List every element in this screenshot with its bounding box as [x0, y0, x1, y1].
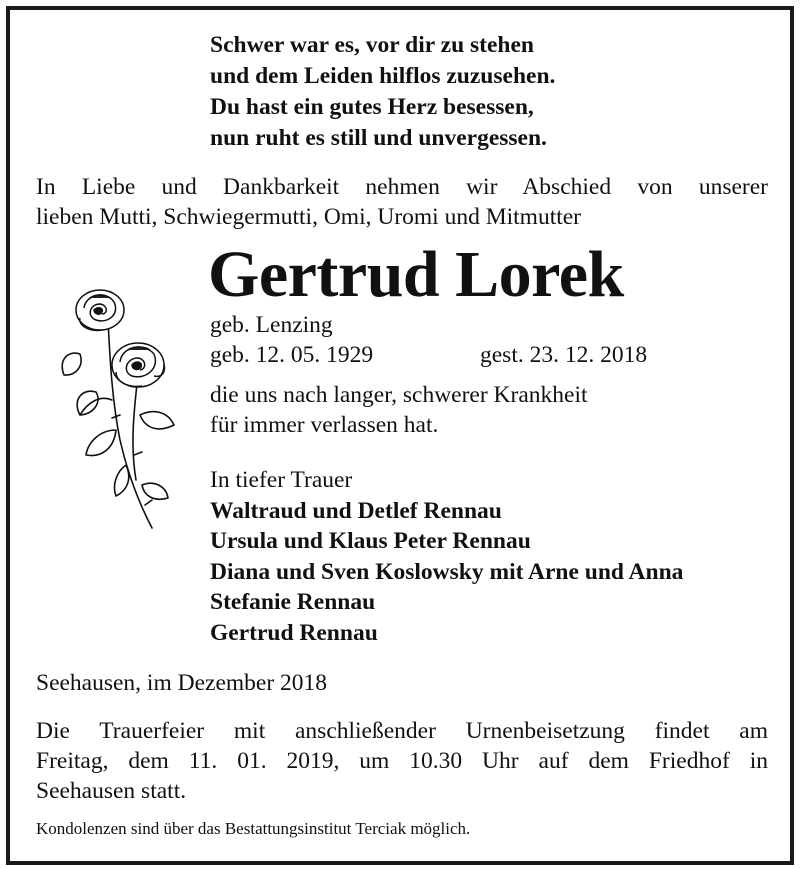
- mourner-name: Gertrud Rennau: [210, 619, 378, 646]
- poem-line: Du hast ein gutes Herz besessen,: [210, 94, 534, 120]
- service-line: Freitag, dem 11. 01. 2019, um 10.30 Uhr auf dem Friedhof in: [36, 748, 768, 774]
- poem-line: Schwer war es, vor dir zu stehen: [210, 32, 534, 58]
- obituary-frame: [6, 6, 794, 865]
- description-line: die uns nach langer, schwerer Krankheit: [210, 382, 588, 408]
- obituary-content: [10, 10, 790, 861]
- poem: [210, 30, 555, 154]
- mourner-name: Diana und Sven Koslowsky mit Arne und Anna: [210, 558, 684, 585]
- birth-name: geb. Lenzing: [210, 312, 333, 338]
- description-line: für immer verlassen hat.: [210, 412, 439, 438]
- intro-line: In Liebe und Dankbarkeit nehmen wir Abschied von unserer: [36, 174, 768, 200]
- mourner-name: Stefanie Rennau: [210, 589, 376, 615]
- death-date: gest. 23. 12. 2018: [480, 342, 648, 368]
- condolences-note: Kondolenzen sind über das Bestattungsinstitut Terciak möglich.: [36, 819, 471, 838]
- service-line: Die Trauerfeier mit anschließender Urnenbeisetzung findet am: [36, 718, 768, 744]
- birth-date: geb. 12. 05. 1929: [210, 342, 374, 368]
- service-line: Seehausen statt.: [36, 778, 187, 804]
- description: [210, 380, 588, 440]
- intro-line: lieben Mutti, Schwiegermutti, Omi, Uromi und Mitmutter: [36, 204, 582, 230]
- life-dates: [210, 340, 690, 370]
- mourner-name: Ursula und Klaus Peter Rennau: [210, 528, 531, 554]
- mourner-name: Waltraud und Detlef Rennau: [210, 497, 502, 524]
- mourners: [210, 465, 683, 648]
- deceased-name: Gertrud Lorek: [208, 238, 624, 311]
- poem-line: und dem Leiden hilflos zuzusehen.: [210, 63, 556, 89]
- intro-text: [36, 172, 768, 232]
- place-date: Seehausen, im Dezember 2018: [36, 670, 328, 696]
- mourners-heading: In tiefer Trauer: [210, 467, 353, 493]
- rose-icon: [50, 280, 180, 535]
- service-info: [36, 716, 768, 806]
- poem-line: nun ruht es still und unvergessen.: [210, 125, 547, 151]
